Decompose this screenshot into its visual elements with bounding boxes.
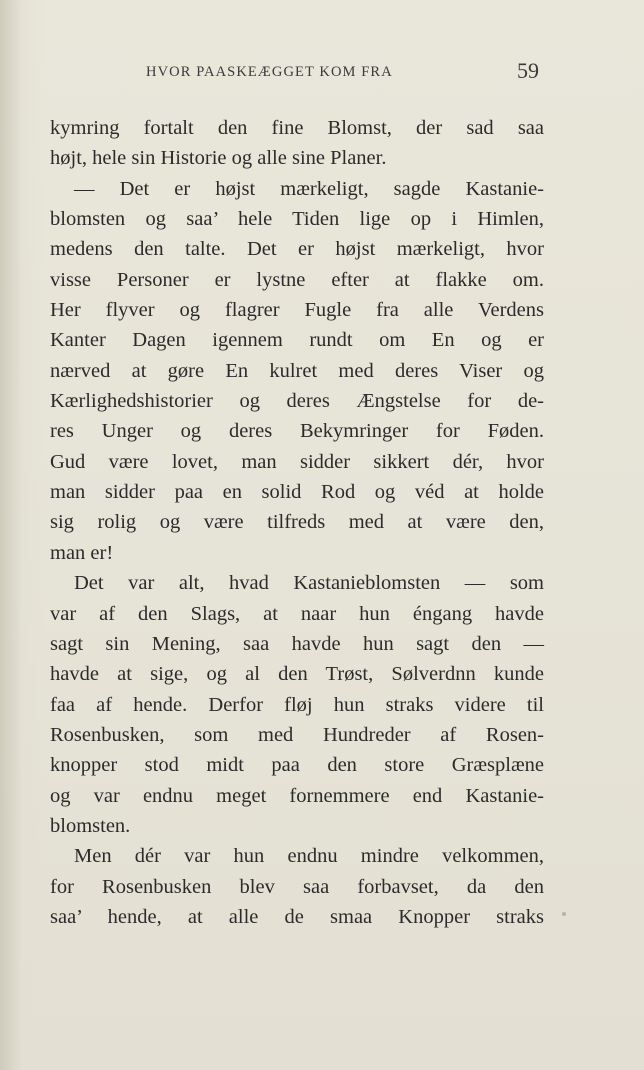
page-number: 59 (517, 58, 539, 83)
text-line: saa’ hende, at alle de smaa Knopper straks (50, 905, 544, 928)
text-line: — Det er højst mærkeligt, sagde Kastanie- (74, 177, 544, 200)
running-head: HVOR PAASKEÆGGET KOM FRA (146, 64, 393, 80)
text-line: Kanter Dagen igennem rundt om En og er (50, 329, 544, 352)
text-line: medens den talte. Det er højst mærkeligt, hvor (50, 238, 544, 261)
text-line: sig rolig og være tilfreds med at være den, (50, 511, 544, 534)
paper-speck (562, 912, 566, 916)
text-line: højt, hele sin Historie og alle sine Planer. (50, 147, 387, 170)
text-line: sagt sin Mening, saa havde hun sagt den — (50, 632, 544, 655)
text-line: Her flyver og flagrer Fugle fra alle Verdens (50, 299, 544, 322)
text-line: havde at sige, og al den Trøst, Sølverdnn kunde (50, 663, 544, 686)
page-header (0, 58, 644, 88)
text-line: kymring fortalt den fine Blomst, der sad saa (50, 117, 544, 139)
text-line: res Unger og deres Bekymringer for Føden. (50, 420, 544, 443)
text-line: man sidder paa en solid Rod og véd at holde (50, 481, 544, 504)
text-line: Gud være lovet, man sidder sikkert dér, hvor (50, 450, 544, 473)
text-line: blomsten og saa’ hele Tiden lige op i Himlen, (50, 208, 544, 231)
text-line: blomsten. (50, 814, 131, 837)
text-line: faa af hende. Derfor fløj hun straks videre til (50, 693, 544, 716)
text-line: Rosenbusken, som med Hundreder af Rosen- (50, 723, 544, 746)
body-text (50, 113, 544, 932)
text-line: var af den Slags, at naar hun éngang havde (50, 602, 544, 625)
text-line: og var endnu meget fornemmere end Kastanie- (50, 784, 544, 807)
text-line: visse Personer er lystne efter at flakke om. (50, 268, 544, 291)
text-line: Men dér var hun endnu mindre velkommen, (74, 845, 544, 868)
text-line: Det var alt, hvad Kastanieblomsten — som (74, 572, 544, 595)
text-line: Kærlighedshistorier og deres Ængstelse for de- (50, 390, 544, 413)
text-line: for Rosenbusken blev saa forbavset, da den (50, 875, 544, 898)
text-line: man er! (50, 541, 114, 564)
text-line: knopper stod midt paa den store Græsplæne (50, 754, 544, 777)
text-line: nærved at gøre En kulret med deres Viser og (50, 359, 544, 382)
